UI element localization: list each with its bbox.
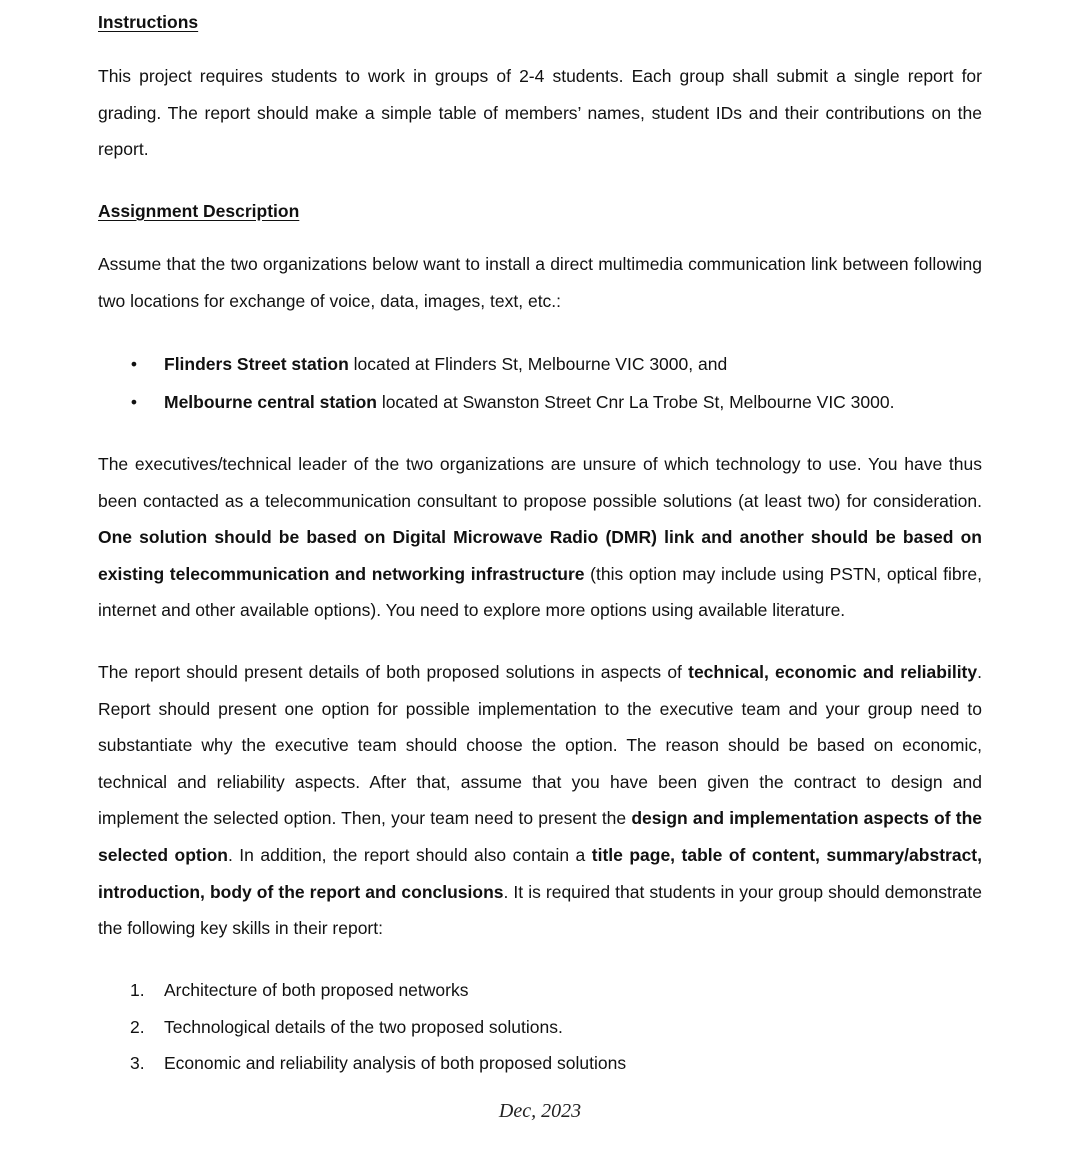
report-text-3: . In addition, the report should also contain a (227, 844, 592, 865)
report-requirements-paragraph (98, 654, 982, 947)
skill-item (98, 1009, 982, 1046)
consultant-bold-text: One solution should be based on Digital Microwave Radio (DMR) link and another should be based on existing telecommunication and networking infrastructure (98, 527, 982, 584)
location-item (98, 384, 982, 422)
report-text-1: The report should present details of both proposed solutions in aspects of (98, 662, 689, 682)
report-text-2: . Report should present one option for possible implementation to the executive team and your group need to substantiate why the executive team should choose the option. The reason should be based on economic, technical and reliability aspects. After that, assume that you have been given the contract to design and implement the selected option. Then, your team need to present the (98, 662, 982, 829)
location-address: located at Swanston Street Cnr La Trobe St, Melbourne VIC 3000. (376, 391, 895, 412)
skill-item (98, 972, 982, 1009)
location-item (98, 346, 982, 384)
report-text-4: . It is required that students in your group should demonstrate the following key skills in their report: (98, 881, 982, 939)
key-skills-list (98, 972, 982, 1082)
instructions-heading: Instructions (98, 12, 199, 32)
assignment-description-heading: Assignment Description (98, 201, 300, 221)
report-bold-2: design and implementation aspects of the selected option (98, 808, 982, 865)
skill-number: 1. (130, 980, 145, 1000)
page-footer-date: Dec, 2023 (498, 1100, 582, 1122)
location-name: Flinders Street station (164, 354, 349, 374)
bullet-icon: • (130, 354, 138, 374)
location-address: located at Flinders St, Melbourne VIC 3000, and (348, 354, 728, 374)
locations-list (98, 346, 982, 421)
instructions-paragraph: This project requires students to work in groups of 2-4 students. Each group shall submit a single report for grading. The report should make a simple table of members’ names, student IDs and their contributions on the report. (98, 66, 982, 160)
consultant-paragraph (98, 446, 982, 629)
skill-text: Economic and reliability analysis of both proposed solutions (164, 1053, 627, 1074)
location-name: Melbourne central station (164, 391, 377, 412)
skill-item (98, 1045, 982, 1082)
report-bold-3: title page, table of content, summary/abstract, introduction, body of the report and conclusions (98, 844, 982, 902)
consultant-text: The executives/technical leader of the two organizations are unsure of which technology to use. You have thus been contacted as a telecommunication consultant to propose possible solutions (at least two) for consideration. (98, 454, 982, 511)
skill-text: Technological details of the two proposed solutions. (164, 1016, 563, 1037)
consultant-text-end: (this option may include using PSTN, optical fibre, internet and other available options). You need to explore more options using available literature. (98, 563, 982, 621)
skill-text: Architecture of both proposed networks (164, 980, 469, 1000)
bullet-icon: • (130, 391, 138, 412)
skill-number: 2. (130, 1016, 145, 1037)
assignment-intro-paragraph: Assume that the two organizations below want to install a direct multimedia communication link between following two locations for exchange of voice, data, images, text, etc.: (98, 254, 982, 311)
report-bold-1: technical, economic and reliability (688, 662, 978, 682)
skill-number: 3. (130, 1053, 145, 1074)
